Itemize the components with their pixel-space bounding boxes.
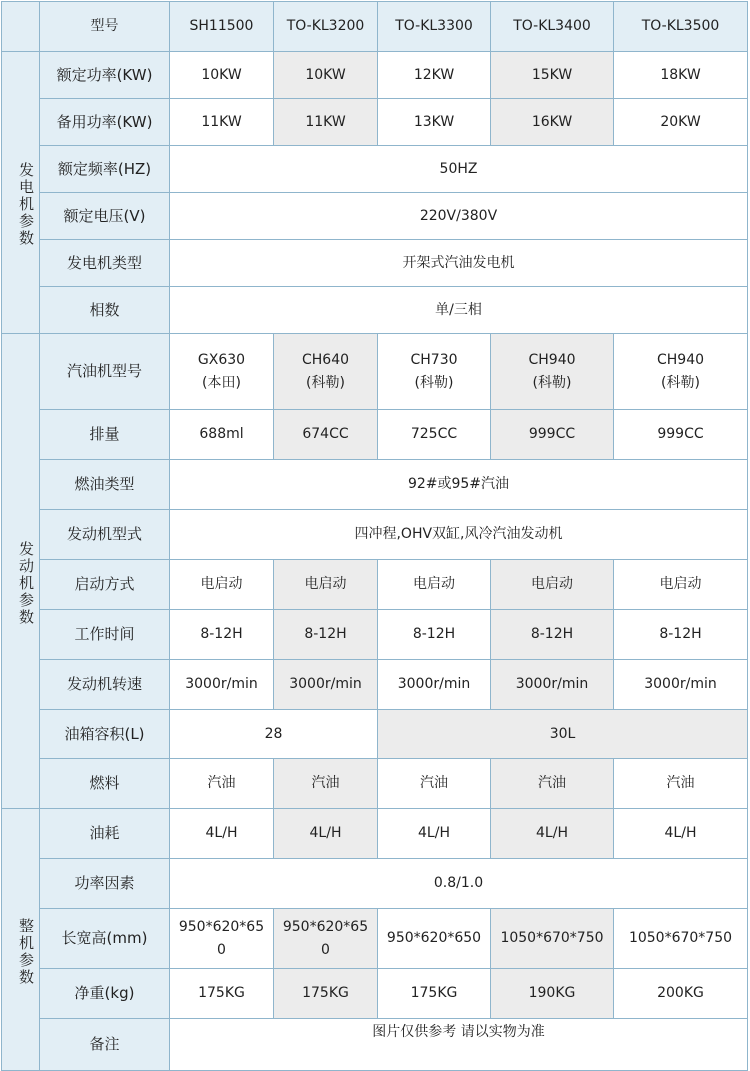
table-row	[2, 809, 748, 859]
value-cell: 8-12H	[491, 610, 614, 660]
engine-brand: (本田)	[202, 374, 241, 391]
value-cell: 10KW	[274, 52, 378, 99]
value-cell: 电启动	[491, 560, 614, 610]
value-cell: 汽油	[170, 759, 274, 809]
value-cell: 175KG	[274, 969, 378, 1019]
value-cell: 8-12H	[614, 610, 748, 660]
value-cell: 688ml	[170, 410, 274, 460]
value-cell: 8-12H	[274, 610, 378, 660]
engine-model: CH640	[301, 351, 350, 368]
row-label: 发电机类型	[40, 240, 170, 287]
value-cell: 1050*670*750	[491, 909, 614, 969]
engine-model: CH730	[410, 351, 458, 368]
engine-brand: (科勒)	[532, 374, 572, 391]
table-row	[2, 334, 748, 410]
model-cell: TO-KL3200	[274, 2, 378, 52]
value-cell: 18KW	[614, 52, 748, 99]
row-label: 工作时间	[40, 610, 170, 660]
value-cell: 950*620*650	[378, 909, 491, 969]
value-cell	[274, 909, 378, 969]
value-cell	[491, 334, 614, 410]
table-row	[2, 460, 748, 510]
value-cell: 电启动	[378, 560, 491, 610]
table-row	[2, 610, 748, 660]
table-row	[2, 510, 748, 560]
value-cell: 0.8/1.0	[170, 859, 748, 909]
value-cell: 3000r/min	[378, 660, 491, 710]
value-cell: 电启动	[614, 560, 748, 610]
row-label: 净重(kg)	[40, 969, 170, 1019]
value-cell	[378, 334, 491, 410]
engine-brand: (科勒)	[661, 374, 700, 391]
model-cell: TO-KL3300	[378, 2, 491, 52]
value-cell: 8-12H	[170, 610, 274, 660]
value-cell: 4L/H	[170, 809, 274, 859]
value-cell	[274, 334, 378, 410]
table-row	[2, 240, 748, 287]
row-label: 排量	[40, 410, 170, 460]
value-cell: 汽油	[274, 759, 378, 809]
value-cell: 4L/H	[491, 809, 614, 859]
value-cell	[170, 909, 274, 969]
value-cell: 220V/380V	[170, 193, 748, 240]
row-label: 汽油机型号	[40, 334, 170, 410]
value-cell: 92#或95#汽油	[170, 460, 748, 510]
row-label: 油耗	[40, 809, 170, 859]
table-row	[2, 859, 748, 909]
value-cell: 四冲程,OHV双缸,风冷汽油发动机	[170, 510, 748, 560]
table-row	[2, 909, 748, 969]
value-cell: 674CC	[274, 410, 378, 460]
row-label: 备注	[40, 1019, 170, 1071]
row-label: 燃油类型	[40, 460, 170, 510]
row-label: 发动机转速	[40, 660, 170, 710]
value-cell: 4L/H	[378, 809, 491, 859]
value-cell: 175KG	[170, 969, 274, 1019]
table-row	[2, 193, 748, 240]
value-cell: 4L/H	[274, 809, 378, 859]
value-cell: 4L/H	[614, 809, 748, 859]
value-cell: 15KW	[491, 52, 614, 99]
value-cell: 175KG	[378, 969, 491, 1019]
table-row	[2, 710, 748, 759]
row-label: 油箱容积(L)	[40, 710, 170, 759]
model-cell: TO-KL3400	[491, 2, 614, 52]
value-cell: 999CC	[614, 410, 748, 460]
row-label: 功率因素	[40, 859, 170, 909]
value-cell: 999CC	[491, 410, 614, 460]
value-cell: 电启动	[170, 560, 274, 610]
table-row	[2, 660, 748, 710]
table-row	[2, 969, 748, 1019]
table-row	[2, 287, 748, 334]
row-label: 发动机型式	[40, 510, 170, 560]
value-cell: 10KW	[170, 52, 274, 99]
value-cell: 3000r/min	[491, 660, 614, 710]
value-cell: 3000r/min	[170, 660, 274, 710]
table-row	[2, 560, 748, 610]
engine-model: CH940	[528, 351, 576, 368]
engine-model: CH940	[656, 351, 705, 368]
value-cell: 16KW	[491, 99, 614, 146]
value-cell: 开架式汽油发电机	[170, 240, 748, 287]
row-label: 相数	[40, 287, 170, 334]
row-label: 备用功率(KW)	[40, 99, 170, 146]
value-cell: 30L	[378, 710, 748, 759]
value-cell	[170, 334, 274, 410]
value-cell: 28	[170, 710, 378, 759]
value-cell: 单/三相	[170, 287, 748, 334]
value-cell: 12KW	[378, 52, 491, 99]
engine-brand: (科勒)	[306, 374, 345, 391]
value-cell: 汽油	[614, 759, 748, 809]
spec-table	[1, 1, 748, 1071]
header-label: 型号	[40, 2, 170, 52]
row-label: 额定功率(KW)	[40, 52, 170, 99]
dimension-line: 950*620*65	[282, 918, 369, 935]
value-cell: 1050*670*750	[614, 909, 748, 969]
dimension-line: 0	[217, 941, 226, 958]
row-label: 额定电压(V)	[40, 193, 170, 240]
group-machine: 整机参数	[2, 809, 40, 1071]
value-cell	[614, 334, 748, 410]
table-row	[2, 52, 748, 99]
value-cell: 13KW	[378, 99, 491, 146]
dimension-line: 950*620*65	[178, 918, 265, 935]
row-label: 额定频率(HZ)	[40, 146, 170, 193]
engine-brand: (科勒)	[414, 374, 454, 391]
value-cell: 8-12H	[378, 610, 491, 660]
header-row	[2, 2, 748, 52]
value-cell: 725CC	[378, 410, 491, 460]
row-label: 启动方式	[40, 560, 170, 610]
value-cell: 11KW	[170, 99, 274, 146]
value-cell: 汽油	[378, 759, 491, 809]
table-row	[2, 410, 748, 460]
row-label: 燃料	[40, 759, 170, 809]
value-cell: 电启动	[274, 560, 378, 610]
value-cell: 3000r/min	[274, 660, 378, 710]
model-cell: SH11500	[170, 2, 274, 52]
group-engine: 发动机参数	[2, 334, 40, 809]
table-row	[2, 1019, 748, 1071]
header-corner	[2, 2, 40, 52]
row-label: 长宽高(mm)	[40, 909, 170, 969]
remark-cell: 图片仅供参考 请以实物为准	[170, 1019, 748, 1071]
group-generator: 发电机参数	[2, 52, 40, 334]
value-cell: 190KG	[491, 969, 614, 1019]
table-row	[2, 146, 748, 193]
table-row	[2, 759, 748, 809]
value-cell: 汽油	[491, 759, 614, 809]
table-row	[2, 99, 748, 146]
model-cell: TO-KL3500	[614, 2, 748, 52]
value-cell: 20KW	[614, 99, 748, 146]
value-cell: 50HZ	[170, 146, 748, 193]
engine-model: GX630	[197, 351, 246, 368]
value-cell: 3000r/min	[614, 660, 748, 710]
dimension-line: 0	[321, 941, 330, 958]
value-cell: 11KW	[274, 99, 378, 146]
value-cell: 200KG	[614, 969, 748, 1019]
